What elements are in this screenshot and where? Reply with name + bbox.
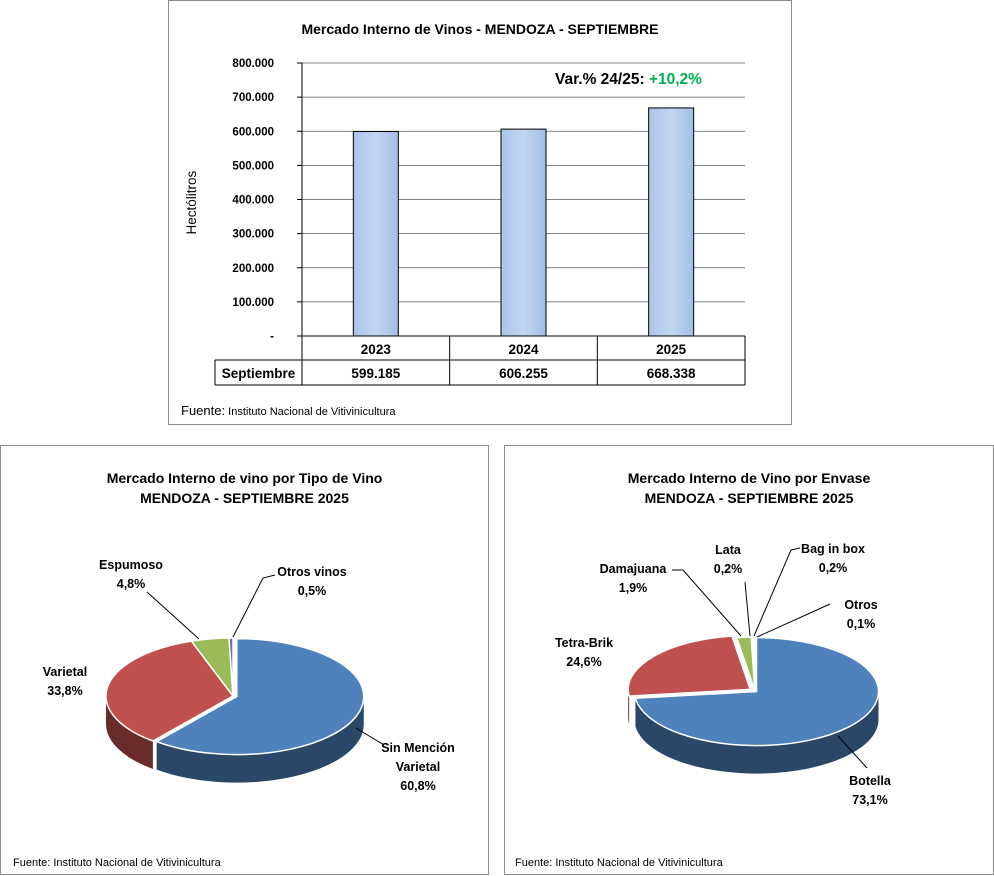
pie-label-bag-in-box: Bag in box [801,542,865,556]
y-tick-label: 700.000 [232,92,274,105]
y-tick-label: 200.000 [232,262,274,275]
pie-chart-envase-panel [504,445,994,875]
pie-label-otros: 0,1% [846,617,876,631]
y-axis-label: Hectólitros [184,170,199,235]
bar-chart-title: Mercado Interno de Vinos - MENDOZA - SEPTIEMBRE [301,21,659,37]
pie-chart-envase-source: Fuente: Instituto Nacional de Vitivinicultura [515,857,723,869]
pie-label-sin-mencion: 60,8% [400,779,436,793]
pie-chart-envase-title-line1: Mercado Interno de Vino por Envase [627,470,871,486]
y-tick-label: 800.000 [232,58,274,70]
pie-label-espumoso: 4,8% [116,577,146,591]
pie-label-tetra-brik: 24,6% [566,655,602,669]
y-tick-label: 600.000 [232,126,274,139]
bar-chart-panel [168,0,792,425]
leader-line [147,592,199,639]
table-value: 599.185 [351,366,401,381]
x-tick-label: 2025 [656,342,687,357]
pie-label-otros-vinos: 0,5% [297,584,327,598]
leader-line [754,548,800,636]
pie-chart-tipo-panel [0,445,489,875]
table-value: 668.338 [646,366,696,381]
pie-label-varietal: Varietal [42,665,88,679]
pie-label-otros: Otros [844,598,878,612]
pie-chart-tipo-source: Fuente: Instituto Nacional de Vitivinicultura [13,857,221,869]
pie-slice-tetra-brik [628,636,750,696]
pie-chart-tipo [1,446,490,876]
bar-2023 [353,132,398,336]
pie-label-tetra-brik: Tetra-Brik [554,636,614,650]
pie-label-espumoso: Espumoso [99,558,163,572]
pie-chart-envase-title-line2: MENDOZA - SEPTIEMBRE 2025 [644,490,854,506]
variation-annotation [555,71,702,88]
pie-label-lata: Lata [715,543,741,557]
y-tick-label: 400.000 [232,194,274,207]
y-tick-label: 300.000 [232,228,274,241]
pie-label-bag-in-box: 0,2% [818,561,848,575]
pie-label-damajuana: 1,9% [618,581,648,595]
pie-chart-envase [505,446,994,876]
pie-slice-otros [754,637,755,691]
pie-chart-tipo-title-line1: Mercado Interno de vino por Tipo de Vino [106,470,383,486]
leader-line [757,604,830,637]
pie-label-lata: 0,2% [713,562,743,576]
y-tick-label: 500.000 [232,160,274,173]
pie-label-varietal: 33,8% [47,684,83,698]
table-value: 606.255 [499,366,548,381]
pie-label-sin-mencion: Sin Mención [381,741,455,755]
variation-value: +10,2% [648,71,702,88]
pie-chart-tipo-title-line2: MENDOZA - SEPTIEMBRE 2025 [140,490,349,506]
y-tick-label: - [270,331,274,343]
variation-label: Var.% 24/25: [555,71,649,88]
pie-label-sin-mencion: Varietal [395,760,441,774]
bar-chart [169,1,793,426]
pie-label-botella: Botella [849,774,891,788]
pie-label-damajuana: Damajuana [599,562,667,576]
leader-line [672,570,741,636]
x-tick-label: 2024 [508,342,539,357]
leader-line [233,575,275,637]
bar-2025 [649,108,694,336]
table-series-label: Septiembre [221,366,296,381]
pie-label-otros-vinos: Otros vinos [277,565,347,579]
leader-line [745,582,750,636]
pie-label-botella: 73,1% [852,793,888,807]
bar-chart-source: Fuente: Instituto Nacional de Vitivinicultura [181,403,396,418]
y-tick-label: 100.000 [232,296,274,309]
bar-2024 [501,129,546,336]
x-tick-label: 2023 [360,342,391,357]
